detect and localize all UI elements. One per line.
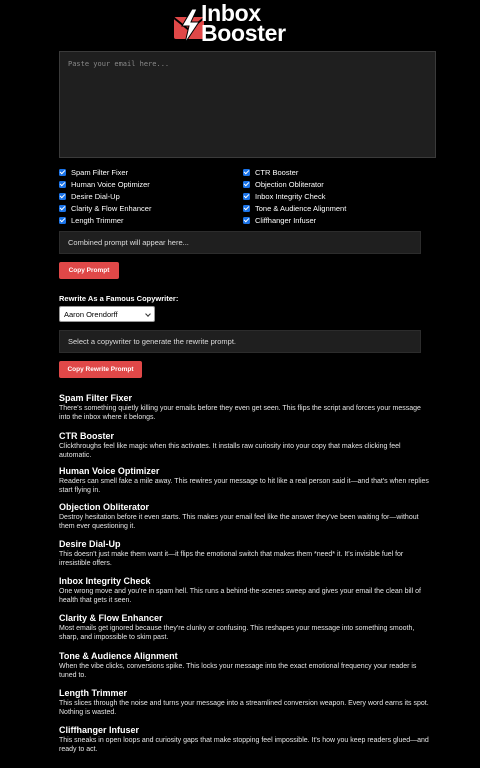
option-desire-dial-up[interactable]: Desire Dial-Up [59, 190, 120, 202]
checkbox[interactable] [59, 193, 66, 200]
checkbox[interactable] [243, 217, 250, 224]
option-spam-filter-fixer[interactable]: Spam Filter Fixer [59, 166, 128, 178]
combined-prompt-output: Combined prompt will appear here... [59, 231, 421, 254]
description-item: Clarity & Flow Enhancer Most emails get ignored because they're clunky or confusing. This reshapes your message into something smooth, sharp, and impossible to skim past. [59, 613, 415, 641]
checkbox[interactable] [243, 169, 250, 176]
checkbox[interactable] [59, 205, 66, 212]
option-clarity-flow-enhancer[interactable]: Clarity & Flow Enhancer [59, 202, 151, 214]
option-inbox-integrity-check[interactable]: Inbox Integrity Check [243, 190, 325, 202]
copywriter-selected: Aaron Orendorff [64, 309, 118, 319]
copywriter-select[interactable] [59, 306, 155, 322]
copy-rewrite-prompt-button[interactable]: Copy Rewrite Prompt [59, 361, 142, 378]
description-item: Length Trimmer This slices through the noise and turns your message into a streamlined conversion weapon. Every word earns its spot. Nothing is wasted. [59, 688, 429, 716]
checkbox[interactable] [59, 217, 66, 224]
description-item: Inbox Integrity Check One wrong move and you're in spam hell. This runs a behind-the-scenes sweep and gives your email the clean bill of health that gets it seen. [59, 576, 421, 604]
checkbox[interactable] [59, 181, 66, 188]
option-objection-obliterator[interactable]: Objection Obliterator [243, 178, 324, 190]
option-human-voice-optimizer[interactable]: Human Voice Optimizer [59, 178, 150, 190]
description-item: Human Voice Optimizer Readers can smell fake a mile away. This rewires your message to hit like a real person said it—and that's when replies start flying in. [59, 466, 429, 494]
rewrite-prompt-output: Select a copywriter to generate the rewrite prompt. [59, 330, 421, 353]
description-item: Cliffhanger Infuser This sneaks in open loops and curiosity gaps that make stopping feel impossible. It's how you keep readers glued—and ready to act. [59, 725, 429, 753]
rewrite-label: Rewrite As a Famous Copywriter: [59, 294, 179, 303]
app-logo [173, 0, 313, 46]
option-cliffhanger-infuser[interactable]: Cliffhanger Infuser [243, 214, 316, 226]
option-tone-audience-alignment[interactable]: Tone & Audience Alignment [243, 202, 346, 214]
logo-text: Inbox Booster [201, 0, 286, 46]
checkbox[interactable] [59, 169, 66, 176]
description-item: Desire Dial-Up This doesn't just make them want it—it flips the emotional switch that makes them *need* it. It's invisible fuel for irresistible offers. [59, 539, 404, 567]
email-input[interactable] [59, 51, 436, 158]
copy-prompt-button[interactable]: Copy Prompt [59, 262, 119, 279]
chevron-down-icon [145, 311, 151, 317]
description-item: Spam Filter Fixer There's something quietly killing your emails before they even get seen. This flips the script and forces your message into the inbox where it belongs. [59, 393, 421, 421]
checkbox[interactable] [243, 205, 250, 212]
description-item: Objection Obliterator Destroy hesitation before it even starts. This makes your email feel like the answer they've been waiting for—without them ever questioning it. [59, 502, 419, 530]
option-ctr-booster[interactable]: CTR Booster [243, 166, 298, 178]
option-length-trimmer[interactable]: Length Trimmer [59, 214, 124, 226]
description-item: CTR Booster Clickthroughs feel like magic when this activates. It installs raw curiosity into your copy that makes clicking feel automatic. [59, 431, 401, 459]
description-item: Tone & Audience Alignment When the vibe clicks, conversions spike. This locks your message into the exact emotional frequency your reader is tuned to. [59, 651, 417, 679]
checkbox[interactable] [243, 193, 250, 200]
checkbox[interactable] [243, 181, 250, 188]
